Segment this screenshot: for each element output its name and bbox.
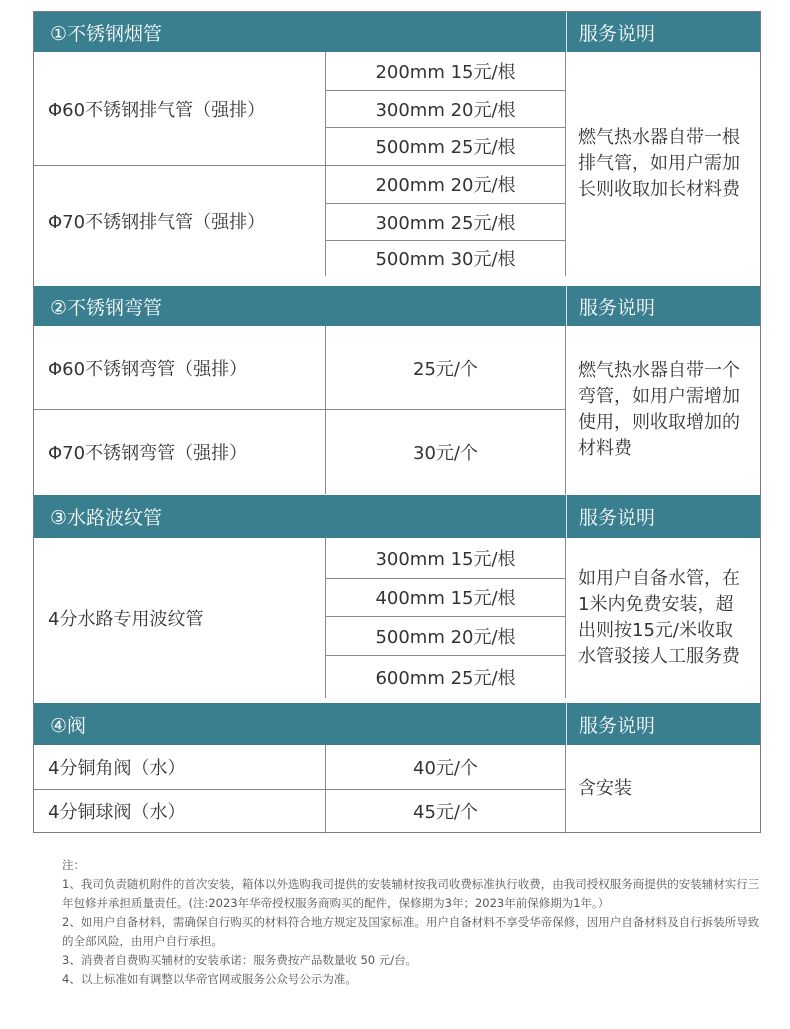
section-header: ③水路波纹管 xyxy=(34,495,566,538)
section-header: ②不锈钢弯管 xyxy=(34,286,566,326)
notes-title: 注： xyxy=(62,858,85,872)
item-price: 500mm 20元/根 xyxy=(326,616,566,655)
service-note: 含安装 xyxy=(578,778,632,799)
service-header: 服务说明 xyxy=(566,286,760,326)
note-item-4: 4、以上标准如有调整以华帝官网或服务公众号公示为准。 xyxy=(62,972,357,986)
item-price: 45元/个 xyxy=(326,789,566,833)
service-note: 燃气热水器自带一个弯管，如用户需增加使用，则收取增加的材料费 xyxy=(578,360,740,459)
item-name: 4分水路专用波纹管 xyxy=(34,538,326,698)
item-price: 300mm 15元/根 xyxy=(326,538,566,578)
item-price: 30元/个 xyxy=(326,409,566,494)
service-header: 服务说明 xyxy=(566,703,760,745)
item-name: 4分铜球阀（水） xyxy=(34,789,326,833)
note-item-2: 2、如用户自备材料，需确保自行购买的材料符合地方规定及国家标准。用户自备材料不享受华帝保修，因用户自备材料及自行拆装所导致的全部风险，由用户自行承担。 xyxy=(62,915,760,948)
item-price: 200mm 15元/根 xyxy=(326,52,566,90)
note-item-1: 1、我司负责随机附件的首次安装，箱体以外选购我司提供的安装辅材按我司收费标准执行收费，由我司授权服务商提供的安装辅材实行三年包修并承担质量责任。(注:2023年华帝授权服务商购买的配件，保修期为3年；2023年前保修期为1年。） xyxy=(62,877,760,910)
item-price: 300mm 20元/根 xyxy=(326,90,566,127)
section-header: ④阀 xyxy=(34,703,566,745)
price-table xyxy=(33,11,761,833)
item-price: 40元/个 xyxy=(326,745,566,789)
item-name: Φ70不锈钢弯管（强排） xyxy=(34,409,326,494)
item-price: 200mm 20元/根 xyxy=(326,165,566,203)
item-price: 500mm 30元/根 xyxy=(326,240,566,276)
item-price: 600mm 25元/根 xyxy=(326,655,566,698)
service-note: 燃气热水器自带一根排气管，如用户需加长则收取加长材料费 xyxy=(578,127,740,200)
item-name: Φ70不锈钢排气管（强排） xyxy=(34,165,326,276)
service-header: 服务说明 xyxy=(566,495,760,538)
item-name: Φ60不锈钢弯管（强排） xyxy=(34,326,326,409)
note-item-3: 3、消费者自费购买辅材的安装承诺：服务费按产品数量收 50 元/台。 xyxy=(62,953,418,967)
item-price: 500mm 25元/根 xyxy=(326,127,566,165)
section-header: ①不锈钢烟管 xyxy=(34,12,566,52)
item-price: 25元/个 xyxy=(326,326,566,409)
item-price: 400mm 15元/根 xyxy=(326,578,566,616)
notes-block xyxy=(62,856,762,989)
service-header: 服务说明 xyxy=(566,12,760,52)
item-price: 300mm 25元/根 xyxy=(326,203,566,240)
item-name: Φ60不锈钢排气管（强排） xyxy=(34,52,326,165)
service-note: 如用户自备水管，在1米内免费安装，超出则按15元/米收取水管驳接人工服务费 xyxy=(578,568,740,667)
item-name: 4分铜角阀（水） xyxy=(34,745,326,789)
